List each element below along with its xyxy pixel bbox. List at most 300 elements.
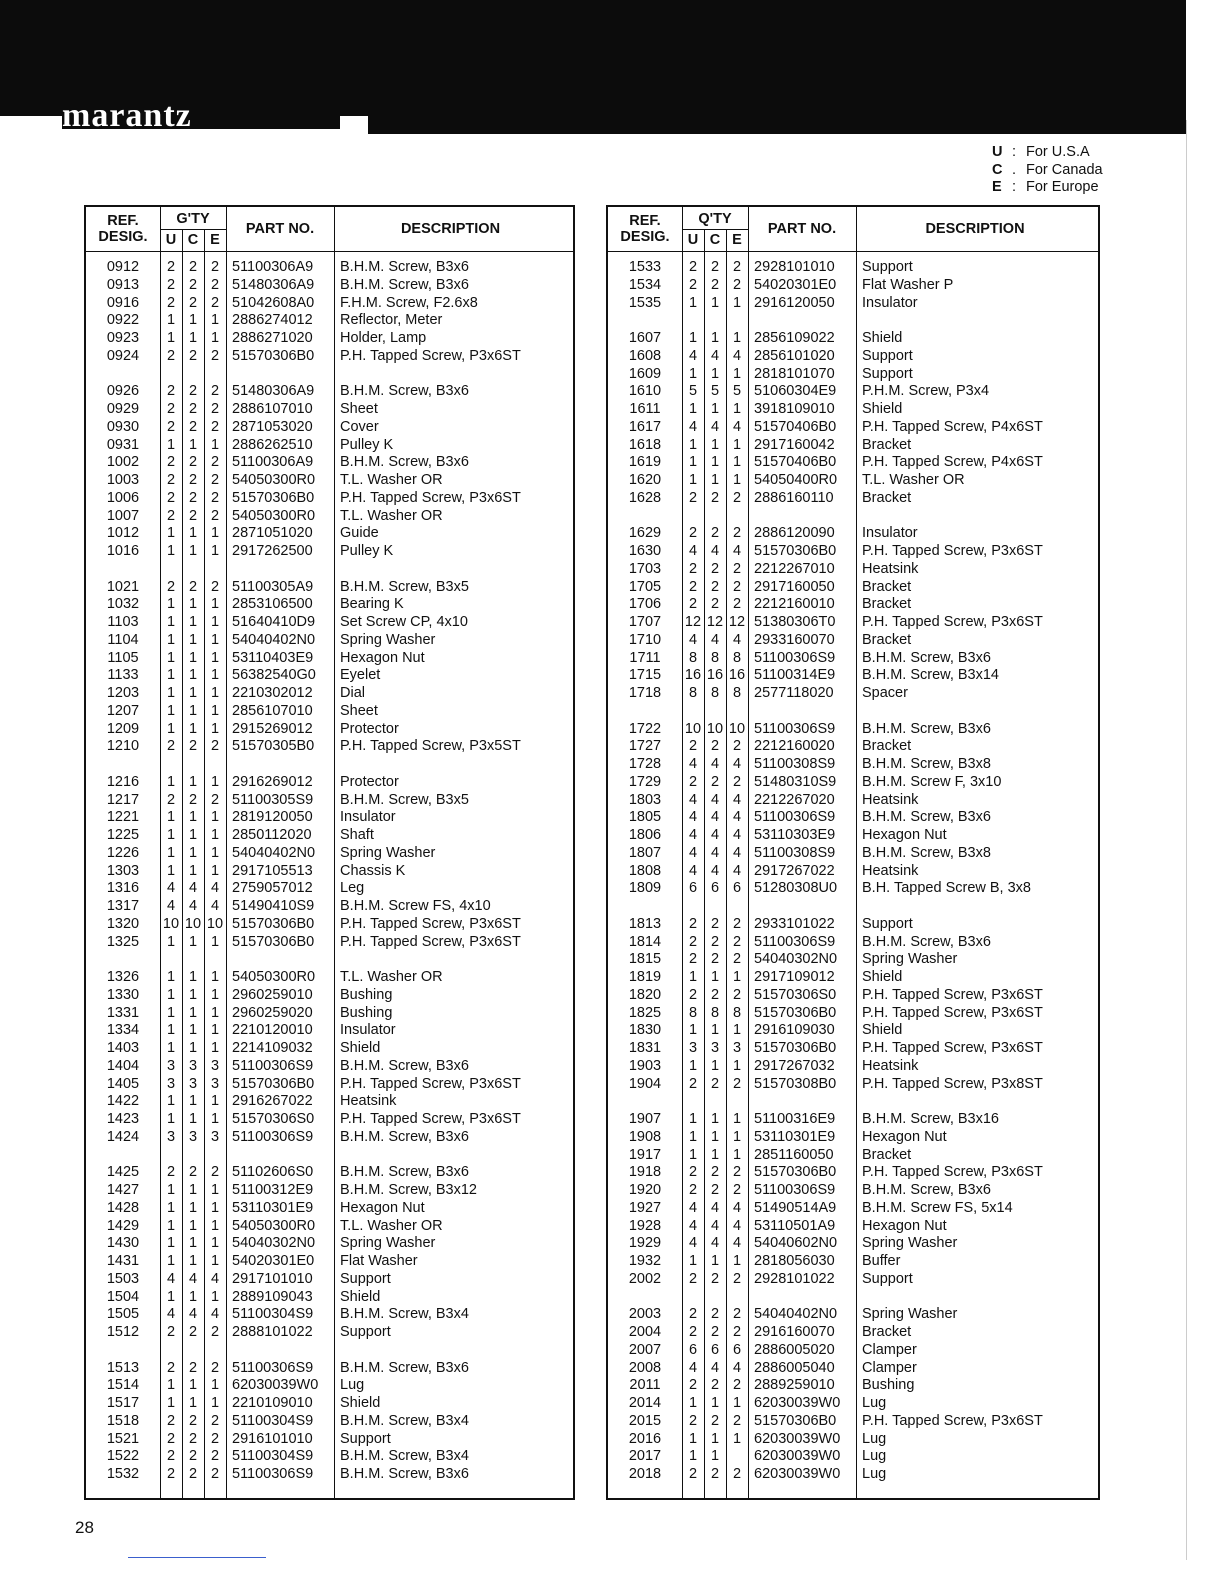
- cell-qty-u: 1: [166, 1217, 176, 1234]
- cell-qty-u: 1: [166, 773, 176, 790]
- cell-qty-e: 1: [210, 702, 220, 719]
- cell-qty-e: 1: [732, 454, 742, 471]
- cell-qty-c: 2: [188, 1324, 198, 1340]
- cell-qty-c: 2: [188, 1164, 198, 1181]
- cell-qty-e: 1: [210, 614, 220, 630]
- cell-qty-u: 4: [688, 1359, 698, 1376]
- cell-qty-e: 1: [732, 1128, 742, 1145]
- table-row: [86, 1005, 573, 1023]
- cell-ref-desig: 1331: [106, 1004, 140, 1021]
- header-banner-notch: [368, 116, 1186, 134]
- cell-description: Insulator: [862, 525, 918, 542]
- table-row: [86, 1448, 573, 1466]
- cell-qty-u: 2: [166, 507, 176, 524]
- table-row: [86, 1235, 573, 1253]
- cell-ref-desig: 1316: [106, 880, 140, 897]
- cell-ref-desig: 1927: [628, 1199, 662, 1216]
- cell-qty-c: 1: [710, 1057, 720, 1074]
- cell-qty-e: 4: [732, 1235, 742, 1252]
- cell-ref-desig: 2002: [628, 1270, 662, 1287]
- qty-header-divider: [160, 229, 226, 230]
- cell-qty-c: 10: [706, 720, 724, 737]
- cell-description: Spring Washer: [340, 1235, 436, 1252]
- table-row: [608, 951, 1098, 969]
- cell-description: Hexagon Nut: [340, 649, 425, 666]
- table-row: [86, 596, 573, 614]
- cell-part-no: 2886107010: [232, 401, 313, 417]
- cell-ref-desig: 1429: [106, 1217, 140, 1234]
- cell-ref-desig: 1831: [628, 1040, 662, 1056]
- cell-part-no: 51060304E9: [754, 383, 837, 400]
- table-row: [608, 614, 1098, 632]
- cell-description: B.H.M. Screw, B3x6: [340, 1057, 469, 1074]
- table-row: [608, 1324, 1098, 1342]
- cell-qty-c: 2: [188, 454, 198, 471]
- cell-description: Set Screw CP, 4x10: [340, 614, 468, 630]
- cell-qty-u: 4: [688, 418, 698, 435]
- table-row: [608, 863, 1098, 881]
- cell-ref-desig: 1808: [628, 862, 662, 879]
- cell-description: T.L. Washer OR: [340, 507, 443, 524]
- cell-qty-u: 1: [166, 1093, 176, 1110]
- cell-part-no: 62030039W0: [754, 1395, 841, 1411]
- cell-description: B.H.M. Screw, B3x4: [340, 1306, 469, 1323]
- cell-qty-u: 4: [688, 791, 698, 808]
- cell-qty-u: 16: [684, 667, 702, 684]
- cell-description: Bracket: [862, 436, 912, 453]
- cell-part-no: 54050300R0: [232, 472, 316, 488]
- cell-description: Spring Washer: [340, 631, 436, 648]
- cell-qty-u: 1: [166, 809, 176, 826]
- cell-part-no: 51100314E9: [754, 667, 836, 684]
- cell-ref-desig: 1104: [107, 631, 139, 648]
- cell-qty-c: 1: [188, 702, 198, 719]
- cell-qty-c: 1: [188, 1253, 198, 1269]
- cell-qty-c: 2: [710, 1182, 720, 1198]
- cell-qty-u: 2: [688, 933, 698, 950]
- cell-qty-c: 2: [188, 1466, 198, 1482]
- cell-description: Sheet: [340, 401, 378, 417]
- cell-ref-desig: 1805: [628, 809, 662, 826]
- cell-qty-u: 2: [166, 791, 176, 808]
- cell-qty-e: 4: [732, 543, 742, 559]
- cell-ref-desig: 2017: [628, 1448, 662, 1465]
- cell-qty-u: 1: [688, 1430, 698, 1447]
- table-row: [86, 1164, 573, 1182]
- cell-qty-e: 4: [732, 1217, 742, 1234]
- table-spacer-row: [86, 951, 573, 969]
- cell-qty-c: 2: [188, 791, 198, 808]
- cell-description: Support: [340, 1430, 391, 1447]
- cell-qty-u: 1: [688, 1253, 698, 1269]
- cell-qty-c: 4: [710, 756, 720, 772]
- table-row: [86, 437, 573, 455]
- cell-ref-desig: 1609: [628, 365, 662, 382]
- cell-qty-e: 1: [732, 472, 742, 488]
- cell-part-no: 51480306A9: [232, 383, 315, 400]
- table-spacer-row: [86, 366, 573, 384]
- cell-qty-c: 1: [710, 436, 720, 453]
- legend-row: [992, 162, 1103, 180]
- table-row: [608, 561, 1098, 579]
- cell-qty-c: 2: [188, 1448, 198, 1465]
- cell-qty-u: 1: [166, 1040, 176, 1056]
- cell-part-no: 2960259020: [232, 1004, 313, 1021]
- cell-qty-c: 2: [188, 347, 198, 364]
- cell-qty-e: 1: [210, 1217, 220, 1234]
- cell-qty-c: 1: [188, 1093, 198, 1110]
- cell-part-no: 2889109043: [232, 1288, 313, 1305]
- cell-description: B.H.M. Screw F, 3x10: [862, 773, 1002, 790]
- header-ref: REF.: [107, 213, 139, 229]
- cell-qty-u: 2: [166, 418, 176, 435]
- cell-ref-desig: 1807: [628, 844, 662, 861]
- legend-label: For Canada: [1026, 161, 1103, 178]
- cell-part-no: 2917267022: [754, 862, 835, 879]
- cell-ref-desig: 1209: [106, 720, 140, 737]
- cell-qty-e: 8: [732, 649, 742, 666]
- cell-description: P.H. Tapped Screw, P3x6ST: [340, 489, 521, 506]
- cell-qty-u: 1: [166, 543, 176, 559]
- cell-ref-desig: 2016: [628, 1430, 662, 1447]
- cell-ref-desig: 2004: [628, 1324, 662, 1340]
- cell-qty-u: 1: [688, 365, 698, 382]
- cell-description: Bracket: [862, 1146, 912, 1163]
- cell-qty-e: 2: [210, 472, 220, 488]
- cell-description: P.H. Tapped Screw, P3x6ST: [340, 933, 521, 950]
- cell-part-no: 51280308U0: [754, 880, 838, 897]
- cell-description: Shield: [862, 401, 903, 417]
- table-row: [86, 1431, 573, 1449]
- cell-qty-c: 2: [188, 1430, 198, 1447]
- cell-qty-u: 4: [688, 347, 698, 364]
- cell-qty-c: 2: [710, 951, 720, 968]
- cell-qty-c: 2: [710, 276, 720, 293]
- table-spacer-row: [608, 703, 1098, 721]
- cell-qty-u: 2: [688, 738, 698, 755]
- table-row: [86, 1093, 573, 1111]
- cell-part-no: 2212160020: [754, 738, 835, 755]
- table-row: [608, 792, 1098, 810]
- cell-part-no: 54040402N0: [232, 631, 316, 648]
- cell-qty-c: 2: [710, 1412, 720, 1429]
- cell-description: T.L. Washer OR: [340, 1217, 443, 1234]
- cell-qty-u: 1: [688, 1057, 698, 1074]
- cell-qty-e: 1: [210, 596, 220, 613]
- cell-part-no: 51640410D9: [232, 614, 316, 630]
- cell-qty-u: 2: [688, 596, 698, 613]
- table-row: [86, 1466, 573, 1484]
- table-spacer-row: [608, 898, 1098, 916]
- cell-part-no: 2917105513: [232, 862, 313, 879]
- header-divider: [608, 251, 1098, 252]
- cell-ref-desig: 1216: [106, 773, 140, 790]
- cell-qty-u: 2: [688, 525, 698, 542]
- table-row: [608, 277, 1098, 295]
- cell-qty-e: 2: [732, 1182, 742, 1198]
- table-row: [608, 1235, 1098, 1253]
- cell-ref-desig: 2015: [628, 1412, 662, 1429]
- cell-qty-e: 3: [732, 1040, 742, 1056]
- cell-description: Support: [862, 347, 913, 364]
- table-row: [86, 614, 573, 632]
- header-u: U: [165, 232, 177, 248]
- cell-qty-e: 2: [732, 578, 742, 595]
- cell-qty-c: 4: [188, 1306, 198, 1323]
- cell-description: Flat Washer: [340, 1253, 418, 1269]
- cell-qty-c: 3: [710, 1040, 720, 1056]
- header-qty: G'TY: [176, 211, 210, 227]
- cell-qty-u: 1: [166, 702, 176, 719]
- cell-ref-desig: 1431: [106, 1253, 140, 1269]
- cell-qty-e: 3: [210, 1128, 220, 1145]
- cell-part-no: 54040602N0: [754, 1235, 838, 1252]
- table-row: [86, 1360, 573, 1378]
- cell-qty-c: 2: [710, 1270, 720, 1287]
- cell-part-no: 51100306S9: [754, 720, 836, 737]
- cell-description: Eyelet: [340, 667, 381, 684]
- page-number: 28: [75, 1518, 94, 1537]
- cell-description: P.H. Tapped Screw, P3x6ST: [862, 543, 1043, 559]
- cell-description: T.L. Washer OR: [862, 472, 965, 488]
- cell-ref-desig: 1016: [106, 543, 140, 559]
- table-row: [608, 525, 1098, 543]
- cell-qty-u: 3: [166, 1057, 176, 1074]
- cell-part-no: 2886160110: [754, 489, 834, 506]
- cell-qty-e: 2: [732, 560, 742, 577]
- table-row: [608, 1147, 1098, 1165]
- cell-ref-desig: 1815: [628, 951, 662, 968]
- cell-ref-desig: 1617: [628, 418, 662, 435]
- table-spacer-row: [608, 1093, 1098, 1111]
- table-row: [86, 508, 573, 526]
- cell-description: Flat Washer P: [862, 276, 954, 293]
- cell-ref-desig: 0923: [106, 330, 140, 346]
- cell-part-no: 62030039W0: [754, 1466, 841, 1482]
- table-row: [608, 1377, 1098, 1395]
- cell-qty-e: 1: [210, 649, 220, 666]
- table-row: [608, 987, 1098, 1005]
- cell-ref-desig: 1325: [106, 933, 140, 950]
- cell-qty-c: 1: [710, 330, 720, 346]
- cell-part-no: 2886271020: [232, 330, 313, 346]
- cell-part-no: 51100305S9: [232, 791, 314, 808]
- cell-part-no: 2818056030: [754, 1253, 835, 1269]
- cell-qty-u: 1: [166, 631, 176, 648]
- cell-qty-u: 2: [166, 1324, 176, 1340]
- table-row: [608, 454, 1098, 472]
- cell-qty-e: 4: [732, 418, 742, 435]
- cell-ref-desig: 1326: [106, 969, 140, 985]
- cell-part-no: 51100306S9: [232, 1128, 314, 1145]
- cell-ref-desig: 1806: [628, 827, 662, 843]
- cell-qty-e: 4: [210, 880, 220, 897]
- cell-qty-u: 4: [688, 1235, 698, 1252]
- cell-qty-e: 2: [210, 507, 220, 524]
- cell-part-no: 51100306S9: [754, 809, 836, 826]
- cell-qty-e: 1: [732, 1430, 742, 1447]
- cell-qty-u: 1: [688, 436, 698, 453]
- cell-qty-u: 1: [166, 649, 176, 666]
- cell-part-no: 2917109012: [754, 969, 835, 985]
- cell-qty-u: 4: [688, 1199, 698, 1216]
- cell-qty-c: 4: [710, 827, 720, 843]
- cell-ref-desig: 1825: [628, 1004, 662, 1021]
- cell-qty-u: 8: [688, 649, 698, 666]
- cell-qty-c: 4: [188, 880, 198, 897]
- cell-part-no: 54020301E0: [754, 276, 837, 293]
- table-row: [608, 1360, 1098, 1378]
- table-row: [608, 330, 1098, 348]
- cell-description: F.H.M. Screw, F2.6x8: [340, 294, 478, 311]
- table-row: [608, 1111, 1098, 1129]
- cell-qty-u: 1: [688, 1448, 698, 1465]
- cell-qty-e: 1: [210, 773, 220, 790]
- cell-qty-c: 1: [188, 1182, 198, 1198]
- cell-qty-c: 1: [710, 1146, 720, 1163]
- cell-qty-u: 4: [166, 1306, 176, 1323]
- cell-description: Hexagon Nut: [862, 827, 947, 843]
- cell-description: B.H.M. Screw, B3x6: [340, 1466, 469, 1482]
- cell-qty-e: 4: [732, 347, 742, 364]
- cell-description: Shield: [340, 1288, 381, 1305]
- cell-qty-e: 2: [732, 1306, 742, 1323]
- cell-qty-u: 1: [166, 1253, 176, 1269]
- cell-part-no: 51100306S9: [232, 1466, 314, 1482]
- cell-description: Protector: [340, 720, 399, 737]
- cell-part-no: 54050300R0: [232, 969, 316, 985]
- cell-qty-u: 3: [166, 1128, 176, 1145]
- cell-qty-u: 2: [688, 1324, 698, 1340]
- legend-key: E: [992, 179, 1002, 195]
- cell-description: Reflector, Meter: [340, 312, 443, 329]
- cell-qty-e: 4: [732, 1359, 742, 1376]
- cell-ref-desig: 0912: [106, 259, 140, 275]
- cell-description: Heatsink: [862, 560, 919, 577]
- cell-description: P.H. Tapped Screw, P3x6ST: [862, 1004, 1043, 1021]
- cell-ref-desig: 1628: [628, 489, 662, 506]
- cell-qty-u: 1: [688, 330, 698, 346]
- cell-qty-u: 2: [166, 1164, 176, 1181]
- cell-qty-e: 2: [210, 276, 220, 293]
- cell-qty-e: 16: [728, 667, 746, 684]
- footer-rule: [128, 1557, 266, 1558]
- cell-qty-c: 1: [710, 454, 720, 471]
- table-row: [608, 1466, 1098, 1484]
- cell-description: B.H.M. Screw, B3x6: [862, 809, 991, 826]
- cell-qty-c: 2: [710, 773, 720, 790]
- table-row: [608, 774, 1098, 792]
- header-ref: REF.: [629, 213, 661, 229]
- cell-qty-c: 4: [710, 631, 720, 648]
- cell-description: Bracket: [862, 1324, 912, 1340]
- cell-description: B.H.M. Screw, B3x6: [862, 1182, 991, 1198]
- cell-part-no: 51380306T0: [754, 614, 836, 630]
- cell-ref-desig: 0916: [106, 294, 140, 311]
- cell-qty-c: 2: [710, 1075, 720, 1092]
- cell-description: Spacer: [862, 685, 908, 701]
- cell-description: Leg: [340, 880, 365, 897]
- cell-part-no: 54020301E0: [232, 1253, 315, 1269]
- brand-logo: marantz: [62, 103, 340, 129]
- cell-qty-e: 2: [210, 1448, 220, 1465]
- cell-description: B.H.M. Screw, B3x6: [340, 1359, 469, 1376]
- cell-qty-u: 1: [166, 1395, 176, 1411]
- cell-ref-desig: 1521: [106, 1430, 140, 1447]
- cell-description: Buffer: [862, 1253, 901, 1269]
- cell-qty-e: 2: [210, 1324, 220, 1340]
- cell-part-no: 51480306A9: [232, 276, 315, 293]
- cell-qty-u: 1: [166, 1199, 176, 1216]
- cell-qty-u: 2: [688, 1412, 698, 1429]
- table-row: [86, 1271, 573, 1289]
- cell-qty-c: 1: [188, 720, 198, 737]
- cell-ref-desig: 1813: [628, 915, 662, 932]
- table-row: [86, 1200, 573, 1218]
- cell-qty-u: 2: [688, 986, 698, 1003]
- table-row: [608, 934, 1098, 952]
- cell-description: P.H. Tapped Screw, P3x6ST: [340, 1075, 521, 1092]
- cell-qty-c: 2: [710, 1377, 720, 1394]
- table-row: [608, 419, 1098, 437]
- cell-part-no: 51100306S9: [232, 1359, 314, 1376]
- cell-qty-u: 10: [684, 720, 702, 737]
- cell-description: Clamper: [862, 1359, 917, 1376]
- cell-part-no: 51570306B0: [754, 1040, 837, 1056]
- cell-ref-desig: 2007: [628, 1341, 662, 1358]
- cell-qty-c: 1: [188, 1217, 198, 1234]
- cell-qty-c: 2: [710, 578, 720, 595]
- cell-description: Support: [340, 1324, 391, 1340]
- cell-description: P.H. Tapped Screw, P3x6ST: [862, 986, 1043, 1003]
- cell-qty-c: 16: [706, 667, 724, 684]
- table-row: [608, 383, 1098, 401]
- cell-qty-e: 2: [732, 276, 742, 293]
- table-row: [608, 295, 1098, 313]
- cell-ref-desig: 1727: [628, 738, 662, 755]
- cell-description: B.H.M. Screw FS, 5x14: [862, 1199, 1013, 1216]
- table-row: [608, 543, 1098, 561]
- cell-ref-desig: 1504: [106, 1288, 140, 1305]
- table-row: [86, 738, 573, 756]
- cell-part-no: 51100308S9: [754, 844, 836, 861]
- cell-part-no: 2210120010: [232, 1022, 313, 1039]
- table-row: [86, 1182, 573, 1200]
- cell-description: Bracket: [862, 738, 912, 755]
- cell-ref-desig: 2008: [628, 1359, 662, 1376]
- cell-ref-desig: 1226: [106, 844, 140, 861]
- cell-part-no: 54040302N0: [232, 1235, 316, 1252]
- cell-qty-c: 2: [710, 259, 720, 275]
- cell-ref-desig: 0930: [106, 418, 140, 435]
- cell-ref-desig: 1133: [107, 667, 139, 684]
- cell-description: B.H.M. Screw, B3x8: [862, 756, 991, 772]
- cell-part-no: 2212160010: [754, 596, 835, 613]
- cell-ref-desig: 1932: [628, 1253, 662, 1269]
- table-row: [86, 1289, 573, 1307]
- cell-qty-e: 1: [732, 294, 742, 311]
- cell-qty-c: 1: [188, 614, 198, 630]
- cell-description: Spring Washer: [862, 1306, 958, 1323]
- cell-qty-u: 2: [166, 472, 176, 488]
- cell-ref-desig: 1707: [628, 614, 662, 630]
- cell-qty-c: 1: [710, 1111, 720, 1127]
- table-row: [608, 809, 1098, 827]
- legend-separator: :: [1012, 179, 1017, 195]
- cell-qty-e: 1: [732, 1057, 742, 1074]
- cell-qty-u: 2: [688, 1182, 698, 1198]
- cell-description: T.L. Washer OR: [340, 969, 443, 985]
